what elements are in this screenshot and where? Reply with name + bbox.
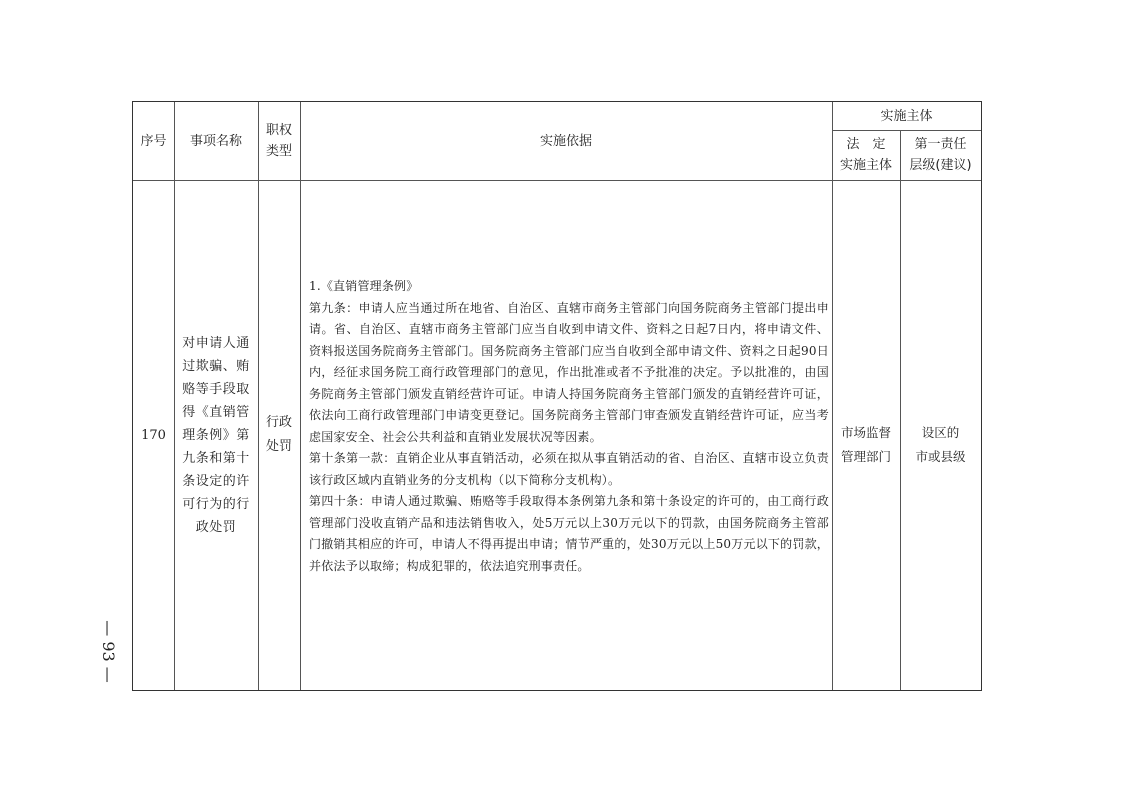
- page-number: [88, 611, 128, 691]
- row-basis: [309, 276, 829, 577]
- regulation-table: [132, 101, 982, 691]
- column-divider: [300, 102, 301, 690]
- row-item-name: 对申请人通 过欺骗、贿 赂等手段取 得《直销管 理条例》第 九条和第十 条设定的许 可行为的行 政处罚: [182, 335, 250, 535]
- basis-paragraph: 第九条：申请人应当通过所在地省、自治区、直辖市商务主管部门向国务院商务主管部门提出申请。省、自治区、直辖市商务主管部门应当自收到申请文件、资料之日起7日内，将申请文件、资料报送国务院商务主管部门。国务院商务主管部门应当自收到全部申请文件、资料之日起90日内，经征求国务院工商行政管理部门的意见，作出批准或者不予批准的决定。予以批准的，由国务院商务主管部门颁发直销经营许可证。申请人持国务院商务主管部门颁发的直销经营许可证，依法向工商行政管理部门申请变更登记。国务院商务主管部门审查颁发直销经营许可证，应当考虑国家安全、社会公共利益和直销业发展状况等因素。: [309, 300, 829, 444]
- row-power-type: 行政 处罚: [265, 415, 292, 454]
- header-first-level: 第一责任 层级(建议): [909, 137, 972, 173]
- row-first-level: 设区的 市或县级: [915, 425, 966, 464]
- basis-paragraph: 1.《直销管理条例》: [309, 279, 419, 293]
- header-subject-group: 实施主体: [880, 108, 933, 124]
- page-number-text: — 93 —: [98, 619, 118, 683]
- header-legal-subject: 法 定 实施主体: [839, 137, 892, 173]
- header-seq: 序号: [140, 133, 167, 149]
- row-legal-subject: 市场监督 管理部门: [840, 425, 891, 464]
- row-seq: 170: [141, 427, 166, 443]
- basis-paragraph: 第十条第一款：直销企业从事直销活动，必须在拟从事直销活动的省、自治区、直辖市设立负责该行政区域内直销业务的分支机构（以下简称分支机构）。: [309, 451, 829, 487]
- header-item-name: 事项名称: [189, 133, 242, 149]
- header-basis: 实施依据: [539, 133, 592, 149]
- header-power-type: 职权 类型: [265, 123, 292, 159]
- basis-paragraph: 第四十条：申请人通过欺骗、贿赂等手段取得本条例第九条和第十条设定的许可的，由工商行政管理部门没收直销产品和违法销售收入，处5万元以上30万元以下的罚款，由国务院商务主管部门撤销其相应的许可，申请人不得再提出申请；情节严重的，处30万元以上50万元以下的罚款，并依法予以取缔；构成犯罪的，依法追究刑事责任。: [309, 494, 829, 573]
